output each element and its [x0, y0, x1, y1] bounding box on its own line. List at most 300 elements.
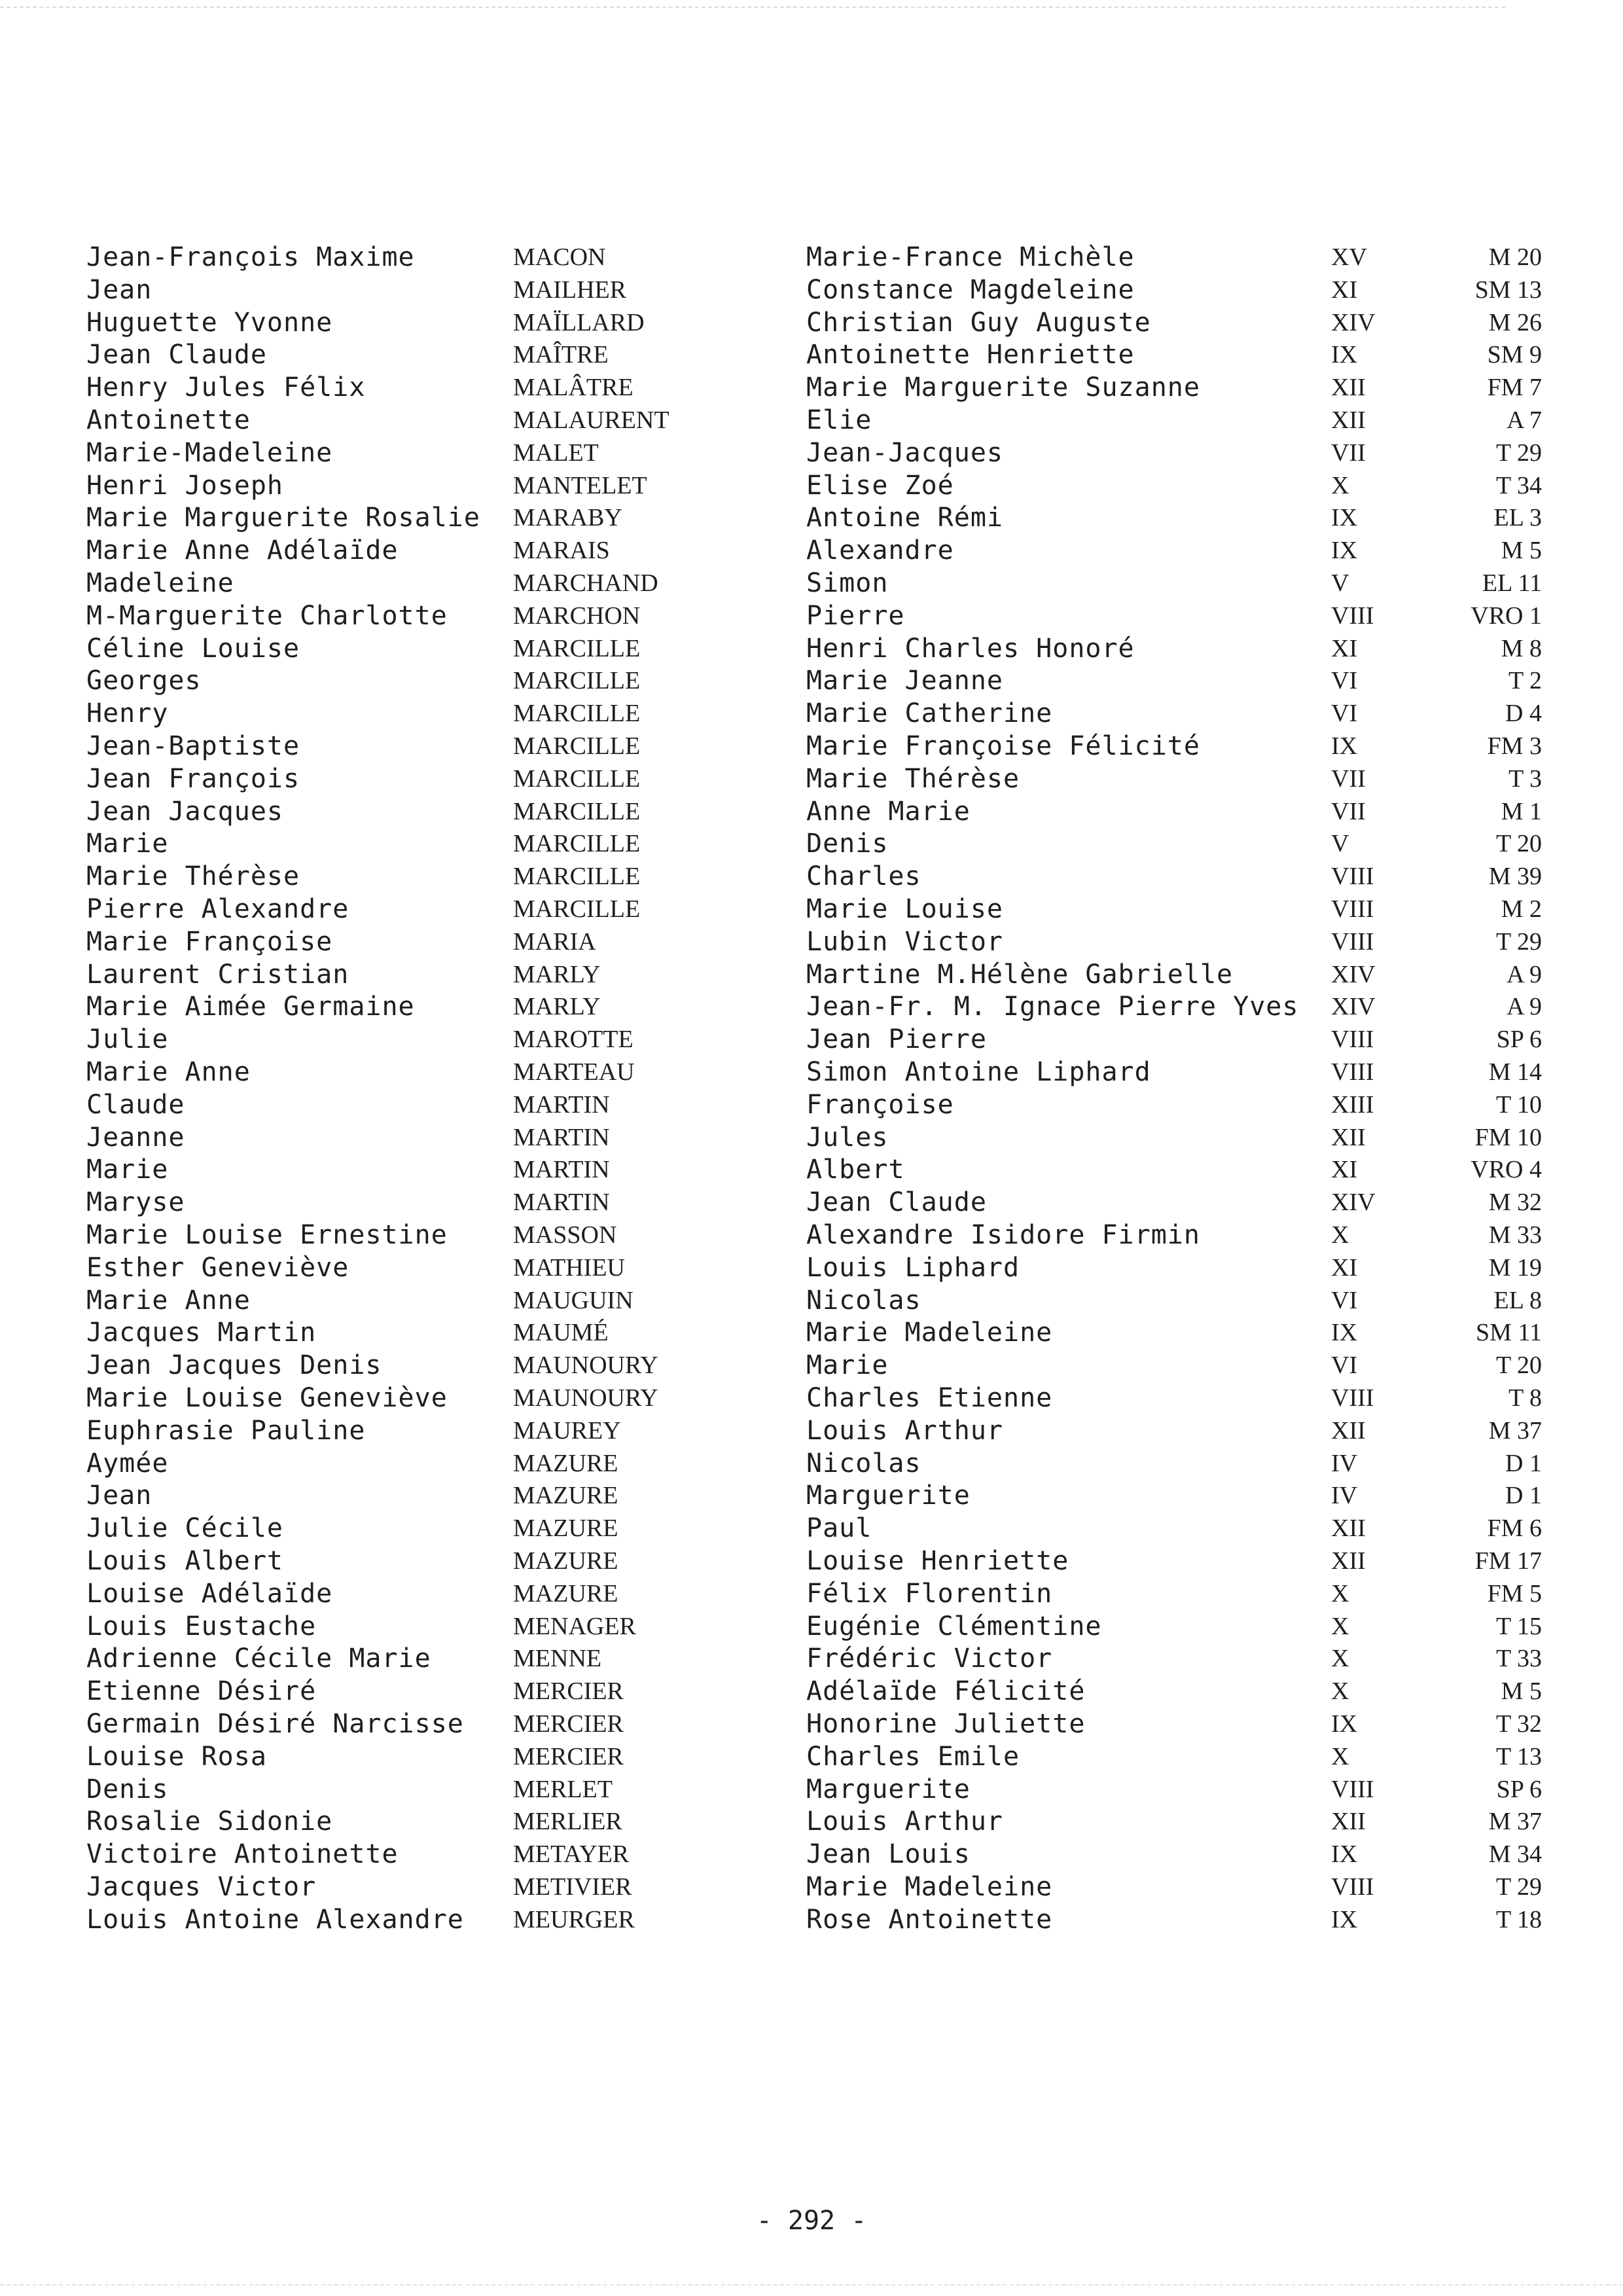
spouse-cell: Charles Etienne [806, 1383, 1053, 1413]
code-cell: M 19 [1488, 1254, 1542, 1282]
surname-cell: MAUGUIN [513, 1287, 633, 1314]
spouse-cell: Marie Marguerite Suzanne [806, 372, 1200, 403]
given-cell: Madeleine [86, 568, 234, 598]
roman-cell: XIV [1331, 1189, 1376, 1216]
table-row [0, 1512, 1623, 1545]
code-cell: M 39 [1488, 863, 1542, 890]
given-cell: Jacques Martin [86, 1318, 317, 1348]
table-row [0, 925, 1623, 958]
code-cell: SM 9 [1487, 341, 1542, 368]
roman-cell: X [1331, 472, 1349, 499]
given-cell: Marie [86, 829, 169, 859]
given-cell: Jean Jacques [86, 797, 283, 827]
code-cell: VRO 4 [1471, 1156, 1542, 1183]
surname-cell: MARCILLE [513, 667, 641, 694]
table-row [0, 632, 1623, 665]
roman-cell: X [1331, 1613, 1349, 1640]
surname-cell: MAZURE [513, 1450, 618, 1477]
spouse-cell: Jules [806, 1122, 889, 1153]
spouse-cell: Nicolas [806, 1285, 921, 1316]
spouse-cell: Alexandre [806, 535, 954, 565]
table-row [0, 762, 1623, 795]
given-cell: Louis Albert [86, 1546, 283, 1576]
given-cell: Henri Joseph [86, 471, 283, 501]
surname-cell: MAUNOURY [513, 1352, 658, 1379]
table-row [0, 1349, 1623, 1382]
code-cell: T 29 [1495, 1873, 1542, 1901]
code-cell: D 4 [1505, 700, 1542, 727]
surname-cell: MAZURE [513, 1515, 618, 1542]
spouse-cell: Denis [806, 829, 889, 859]
roman-cell: XV [1331, 243, 1367, 271]
spouse-cell: Louis Arthur [806, 1416, 1003, 1446]
roman-cell: XIV [1331, 993, 1376, 1020]
roman-cell: VIII [1331, 602, 1374, 630]
spouse-cell: Elie [806, 405, 872, 435]
code-cell: SP 6 [1496, 1776, 1542, 1803]
table-row [0, 1610, 1623, 1643]
surname-cell: MAZURE [513, 1482, 618, 1509]
table-row [0, 274, 1623, 306]
roman-cell: XIV [1331, 961, 1376, 988]
spouse-cell: Françoise [806, 1090, 954, 1120]
given-cell: Jean Jacques Denis [86, 1350, 382, 1380]
code-cell: T 10 [1495, 1091, 1542, 1119]
code-cell: T 18 [1495, 1906, 1542, 1933]
code-cell: M 5 [1501, 537, 1542, 564]
code-cell: M 2 [1501, 895, 1542, 923]
table-row [0, 306, 1623, 339]
surname-cell: MANTELET [513, 472, 647, 499]
table-row [0, 958, 1623, 991]
top-scan-edge [0, 7, 1505, 8]
surname-cell: MARIA [513, 928, 596, 956]
table-row [0, 469, 1623, 502]
given-cell: Henry Jules Félix [86, 372, 366, 403]
given-cell: Marie Françoise [86, 927, 333, 957]
spouse-cell: Simon Antoine Liphard [806, 1057, 1151, 1087]
given-cell: Jean-François Maxime [86, 242, 415, 272]
spouse-cell: Marie Françoise Félicité [806, 731, 1200, 761]
code-cell: A 7 [1507, 406, 1542, 434]
spouse-cell: Charles Emile [806, 1742, 1020, 1772]
surname-cell: MARTIN [513, 1189, 610, 1216]
surname-cell: MARLY [513, 961, 601, 988]
code-cell: D 1 [1505, 1450, 1542, 1477]
table-row [0, 1251, 1623, 1284]
surname-cell: MAZURE [513, 1580, 618, 1607]
given-cell: Marie Thérèse [86, 861, 300, 891]
surname-cell: MAUMÉ [513, 1319, 609, 1346]
given-cell: Jeanne [86, 1122, 185, 1153]
spouse-cell: Marie Louise [806, 894, 1003, 924]
code-cell: M 8 [1501, 635, 1542, 662]
surname-cell: MASSON [513, 1221, 617, 1249]
table-row [0, 404, 1623, 437]
surname-cell: MAILHER [513, 276, 627, 304]
surname-cell: MAÏLLARD [513, 309, 645, 336]
surname-cell: MAUREY [513, 1417, 621, 1444]
code-cell: M 33 [1488, 1221, 1542, 1249]
roman-cell: IX [1331, 504, 1358, 531]
roman-cell: IX [1331, 341, 1358, 368]
surname-cell: MERCIER [513, 1710, 624, 1738]
table-row [0, 567, 1623, 600]
spouse-cell: Marguerite [806, 1774, 971, 1804]
code-cell: M 37 [1488, 1417, 1542, 1444]
given-cell: Laurent Cristian [86, 960, 349, 990]
spouse-cell: Alexandre Isidore Firmin [806, 1220, 1200, 1250]
roman-cell: IX [1331, 1319, 1358, 1346]
given-cell: Pierre Alexandre [86, 894, 349, 924]
table-row [0, 1642, 1623, 1675]
code-cell: T 20 [1495, 1352, 1542, 1379]
code-cell: SM 11 [1475, 1319, 1542, 1346]
roman-cell: XII [1331, 374, 1366, 401]
spouse-cell: Charles [806, 861, 921, 891]
table-row [0, 1675, 1623, 1708]
given-cell: Adrienne Cécile Marie [86, 1643, 431, 1674]
code-cell: FM 7 [1487, 374, 1542, 401]
table-row [0, 1219, 1623, 1251]
roman-cell: V [1331, 830, 1349, 857]
surname-cell: MARTIN [513, 1156, 610, 1183]
page-number: - 292 - [756, 2206, 867, 2236]
given-cell: Esther Geneviève [86, 1253, 349, 1283]
code-cell: T 34 [1495, 472, 1542, 499]
surname-cell: MAUNOURY [513, 1384, 658, 1412]
given-cell: Louis Eustache [86, 1611, 317, 1641]
roman-cell: IX [1331, 1710, 1358, 1738]
code-cell: EL 11 [1482, 569, 1542, 597]
given-cell: Louis Antoine Alexandre [86, 1905, 464, 1935]
surname-cell: MARCHON [513, 602, 641, 630]
spouse-cell: Jean Pierre [806, 1024, 987, 1054]
given-cell: Marie Anne [86, 1057, 251, 1087]
table-row [0, 1088, 1623, 1121]
surname-cell: MAZURE [513, 1547, 618, 1575]
spouse-cell: Honorine Juliette [806, 1709, 1086, 1739]
spouse-cell: Paul [806, 1513, 872, 1543]
given-cell: Marie Marguerite Rosalie [86, 503, 480, 533]
given-cell: Claude [86, 1090, 185, 1120]
code-cell: T 20 [1495, 830, 1542, 857]
roman-cell: VIII [1331, 1873, 1374, 1901]
code-cell: EL 3 [1493, 504, 1542, 531]
spouse-cell: Marie Madeleine [806, 1318, 1053, 1348]
spouse-cell: Simon [806, 568, 889, 598]
table-row [0, 1838, 1623, 1871]
spouse-cell: Marie Thérèse [806, 764, 1020, 794]
roman-cell: X [1331, 1580, 1349, 1607]
surname-cell: MARLY [513, 993, 601, 1020]
given-cell: Aymée [86, 1448, 169, 1479]
spouse-cell: Jean-Fr. M. Ignace Pierre Yves [806, 992, 1299, 1022]
spouse-cell: Félix Florentin [806, 1579, 1053, 1609]
table-row [0, 1153, 1623, 1186]
code-cell: T 29 [1495, 928, 1542, 956]
spouse-cell: Louise Henriette [806, 1546, 1069, 1576]
table-row [0, 1414, 1623, 1447]
spouse-cell: Jean Claude [806, 1187, 987, 1217]
table-row [0, 893, 1623, 925]
spouse-cell: Constance Magdeleine [806, 275, 1135, 305]
code-cell: A 9 [1507, 961, 1542, 988]
code-cell: M 37 [1488, 1808, 1542, 1835]
roman-cell: VII [1331, 798, 1366, 825]
surname-cell: MARCILLE [513, 635, 641, 662]
spouse-cell: Lubin Victor [806, 927, 1003, 957]
table-row [0, 697, 1623, 730]
roman-cell: VIII [1331, 1384, 1374, 1412]
roman-cell: VIII [1331, 1026, 1374, 1053]
given-cell: Jacques Victor [86, 1872, 317, 1902]
surname-cell: MERLIER [513, 1808, 622, 1835]
spouse-cell: Marie-France Michèle [806, 242, 1135, 272]
given-cell: Jean François [86, 764, 300, 794]
roman-cell: IX [1331, 537, 1358, 564]
spouse-cell: Marie Catherine [806, 698, 1053, 728]
roman-cell: XII [1331, 1124, 1366, 1151]
given-cell: Huguette Yvonne [86, 308, 333, 338]
code-cell: VRO 1 [1471, 602, 1542, 630]
table-row [0, 501, 1623, 534]
roman-cell: V [1331, 569, 1349, 597]
spouse-cell: Frédéric Victor [806, 1643, 1053, 1674]
roman-cell: X [1331, 1743, 1349, 1770]
table-row [0, 600, 1623, 632]
surname-cell: MARCILLE [513, 700, 641, 727]
given-cell: Henry [86, 698, 169, 728]
code-cell: M 26 [1488, 309, 1542, 336]
table-row [0, 1056, 1623, 1088]
spouse-cell: Elise Zoé [806, 471, 954, 501]
given-cell: Victoire Antoinette [86, 1839, 399, 1869]
given-cell: Jean Claude [86, 340, 267, 370]
table-row [0, 1577, 1623, 1610]
given-cell: Rosalie Sidonie [86, 1806, 333, 1837]
table-row [0, 1121, 1623, 1154]
spouse-cell: Marguerite [806, 1480, 971, 1511]
roman-cell: IV [1331, 1450, 1358, 1477]
given-cell: Germain Désiré Narcisse [86, 1709, 464, 1739]
table-row [0, 241, 1623, 274]
given-cell: Marie Anne [86, 1285, 251, 1316]
surname-cell: MENNE [513, 1645, 602, 1672]
surname-cell: MARAIS [513, 537, 610, 564]
code-cell: T 8 [1508, 1384, 1542, 1412]
roman-cell: VII [1331, 765, 1366, 793]
spouse-cell: Anne Marie [806, 797, 971, 827]
table-row [0, 1545, 1623, 1577]
code-cell: T 29 [1495, 439, 1542, 467]
spouse-cell: Eugénie Clémentine [806, 1611, 1102, 1641]
surname-cell: MALAURENT [513, 406, 669, 434]
roman-cell: X [1331, 1677, 1349, 1705]
surname-cell: MARCILLE [513, 732, 641, 760]
code-cell: EL 8 [1493, 1287, 1542, 1314]
roman-cell: XII [1331, 1808, 1366, 1835]
table-row [0, 730, 1623, 762]
roman-cell: XI [1331, 1156, 1358, 1183]
table-row [0, 1773, 1623, 1806]
code-cell: SM 13 [1474, 276, 1542, 304]
surname-cell: MALET [513, 439, 599, 467]
roman-cell: XII [1331, 1547, 1366, 1575]
spouse-cell: Marie Madeleine [806, 1872, 1053, 1902]
surname-cell: MERCIER [513, 1677, 624, 1705]
spouse-cell: Louis Arthur [806, 1806, 1003, 1837]
table-row [0, 1903, 1623, 1936]
code-cell: A 9 [1507, 993, 1542, 1020]
surname-cell: MERLET [513, 1776, 613, 1803]
given-cell: Marie-Madeleine [86, 438, 333, 468]
roman-cell: XIV [1331, 309, 1376, 336]
surname-cell: METAYER [513, 1840, 630, 1868]
given-cell: Julie [86, 1024, 169, 1054]
roman-cell: XII [1331, 406, 1366, 434]
surname-cell: MENAGER [513, 1613, 636, 1640]
given-cell: Denis [86, 1774, 169, 1804]
roman-cell: VIII [1331, 895, 1374, 923]
given-cell: Etienne Désiré [86, 1676, 317, 1706]
table-row [0, 1316, 1623, 1349]
table-row [0, 827, 1623, 860]
code-cell: T 32 [1495, 1710, 1542, 1738]
table-row [0, 664, 1623, 697]
given-cell: Jean [86, 1480, 152, 1511]
roman-cell: IX [1331, 1906, 1358, 1933]
spouse-cell: Antoine Rémi [806, 503, 1003, 533]
spouse-cell: Marie Jeanne [806, 666, 1003, 696]
given-cell: Jean-Baptiste [86, 731, 300, 761]
surname-cell: MATHIEU [513, 1254, 625, 1282]
surname-cell: METIVIER [513, 1873, 632, 1901]
roman-cell: IX [1331, 1840, 1358, 1868]
roman-cell: XI [1331, 276, 1358, 304]
roman-cell: VIII [1331, 863, 1374, 890]
given-cell: Jean [86, 275, 152, 305]
given-cell: M-Marguerite Charlotte [86, 601, 448, 631]
surname-cell: MARCILLE [513, 798, 641, 825]
code-cell: M 32 [1488, 1189, 1542, 1216]
spouse-cell: Louis Liphard [806, 1253, 1020, 1283]
code-cell: T 13 [1495, 1743, 1542, 1770]
code-cell: FM 5 [1487, 1580, 1542, 1607]
code-cell: D 1 [1505, 1482, 1542, 1509]
code-cell: SP 6 [1496, 1026, 1542, 1053]
code-cell: M 20 [1488, 243, 1542, 271]
roman-cell: XIII [1331, 1091, 1374, 1119]
table-row [0, 1447, 1623, 1480]
roman-cell: VII [1331, 439, 1366, 467]
given-cell: Euphrasie Pauline [86, 1416, 366, 1446]
spouse-cell: Antoinette Henriette [806, 340, 1135, 370]
code-cell: T 3 [1508, 765, 1542, 793]
table-row [0, 371, 1623, 404]
roman-cell: X [1331, 1221, 1349, 1249]
spouse-cell: Marie [806, 1350, 889, 1380]
roman-cell: VI [1331, 700, 1358, 727]
roman-cell: IX [1331, 732, 1358, 760]
code-cell: FM 17 [1474, 1547, 1542, 1575]
spouse-cell: Pierre [806, 601, 905, 631]
given-cell: Marie Louise Geneviève [86, 1383, 448, 1413]
table-row [0, 1023, 1623, 1056]
table-row [0, 1871, 1623, 1903]
given-cell: Maryse [86, 1187, 185, 1217]
table-row [0, 1479, 1623, 1512]
surname-cell: MARCILLE [513, 765, 641, 793]
surname-cell: MARABY [513, 504, 622, 531]
spouse-cell: Jean-Jacques [806, 438, 1003, 468]
spouse-cell: Albert [806, 1155, 905, 1185]
code-cell: FM 6 [1487, 1515, 1542, 1542]
spouse-cell: Christian Guy Auguste [806, 308, 1151, 338]
bottom-scan-edge [0, 2284, 1623, 2286]
given-cell: Julie Cécile [86, 1513, 283, 1543]
spouse-cell: Adélaïde Félicité [806, 1676, 1086, 1706]
roman-cell: XII [1331, 1515, 1366, 1542]
table-row [0, 437, 1623, 469]
surname-cell: MARTEAU [513, 1058, 635, 1086]
roman-cell: VI [1331, 667, 1358, 694]
roman-cell: VI [1331, 1352, 1358, 1379]
surname-cell: MARCILLE [513, 895, 641, 923]
code-cell: M 34 [1488, 1840, 1542, 1868]
table-row [0, 534, 1623, 567]
roman-cell: VIII [1331, 1776, 1374, 1803]
given-cell: Louise Adélaïde [86, 1579, 333, 1609]
code-cell: M 1 [1501, 798, 1542, 825]
surname-cell: MEURGER [513, 1906, 635, 1933]
given-cell: Marie Louise Ernestine [86, 1220, 448, 1250]
roman-cell: VIII [1331, 928, 1374, 956]
code-cell: M 5 [1501, 1677, 1542, 1705]
surname-cell: MALÂTRE [513, 374, 633, 401]
given-cell: Georges [86, 666, 202, 696]
table-row [0, 1740, 1623, 1773]
roman-cell: XI [1331, 1254, 1358, 1282]
given-cell: Marie Anne Adélaïde [86, 535, 399, 565]
code-cell: FM 3 [1487, 732, 1542, 760]
code-cell: M 14 [1488, 1058, 1542, 1086]
surname-cell: MARTIN [513, 1091, 610, 1119]
code-cell: T 2 [1508, 667, 1542, 694]
code-cell: T 15 [1495, 1613, 1542, 1640]
table-row [0, 338, 1623, 371]
given-cell: Louise Rosa [86, 1742, 267, 1772]
given-cell: Marie Aimée Germaine [86, 992, 415, 1022]
surname-cell: MACON [513, 243, 606, 271]
table-row [0, 990, 1623, 1023]
code-cell: T 33 [1495, 1645, 1542, 1672]
roman-cell: IV [1331, 1482, 1358, 1509]
table-row [0, 1382, 1623, 1414]
surname-cell: MARCILLE [513, 830, 641, 857]
spouse-cell: Martine M.Hélène Gabrielle [806, 960, 1234, 990]
roman-cell: X [1331, 1645, 1349, 1672]
roman-cell: VI [1331, 1287, 1358, 1314]
spouse-cell: Rose Antoinette [806, 1905, 1053, 1935]
table-row [0, 1805, 1623, 1838]
spouse-cell: Nicolas [806, 1448, 921, 1479]
surname-cell: MERCIER [513, 1743, 624, 1770]
given-cell: Céline Louise [86, 634, 300, 664]
table-row [0, 860, 1623, 893]
surname-cell: MARCHAND [513, 569, 658, 597]
surname-cell: MAÎTRE [513, 341, 609, 368]
